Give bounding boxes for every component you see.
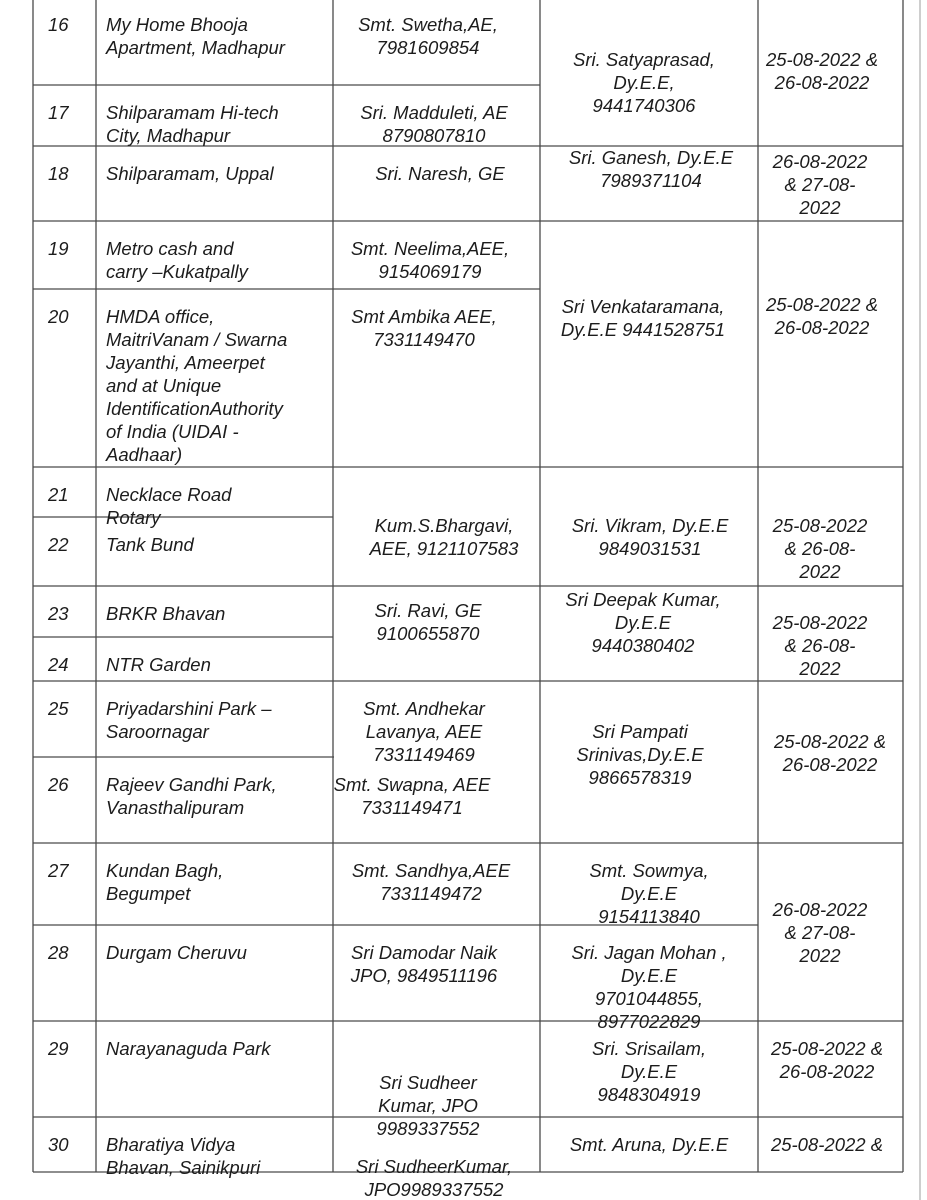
officer-contact xyxy=(351,306,497,350)
supervisor-contact xyxy=(570,1134,729,1155)
officer-contact-line: 7331149469 xyxy=(373,744,475,765)
supervisor-contact-line: 7989371104 xyxy=(600,170,702,191)
venue-name-line: IdentificationAuthority xyxy=(106,398,283,419)
officer-contact-line: AEE, 9121107583 xyxy=(369,538,519,559)
supervisor-contact-line: 9701044855, xyxy=(594,988,704,1009)
supervisor-contact-line: 9866578319 xyxy=(588,767,692,788)
officer-contact-line: 7331149472 xyxy=(380,883,482,904)
officer-contact xyxy=(360,102,508,146)
venue-name-line: and at Unique xyxy=(106,375,222,396)
row-number-line: 28 xyxy=(48,942,69,963)
row-number xyxy=(48,163,69,184)
event-dates xyxy=(773,731,886,775)
officer-contact-line: Smt. Andhekar xyxy=(363,698,485,719)
supervisor-contact-line: Sri. Satyaprasad, xyxy=(573,49,715,70)
row-number-line: 26 xyxy=(48,774,69,795)
venue-name-line: Vanasthalipuram xyxy=(106,797,245,818)
venue-name xyxy=(106,238,250,282)
officer-contact-line: Kumar, JPO xyxy=(378,1095,478,1116)
venue-name xyxy=(106,654,211,675)
row-number xyxy=(47,860,69,881)
supervisor-contact xyxy=(561,296,725,340)
venue-name xyxy=(105,14,286,58)
venue-name-line: of India (UIDAI - xyxy=(106,421,239,442)
officer-contact-line: 9154069179 xyxy=(378,261,482,282)
officer-contact-line: 8790807810 xyxy=(382,125,486,146)
event-dates-line: & 26-08- xyxy=(784,635,856,656)
row-number xyxy=(48,238,69,259)
officer-contact xyxy=(377,1072,481,1139)
officer-contact xyxy=(363,698,486,765)
event-dates-line: & 27-08- xyxy=(784,922,856,943)
event-dates-line: 25-08-2022 xyxy=(772,612,868,633)
supervisor-contact xyxy=(576,721,704,788)
event-dates-line: 26-08-2022 xyxy=(774,317,870,338)
venue-name-line: Rotary xyxy=(106,507,161,528)
officer-contact-line: 7981609854 xyxy=(376,37,480,58)
supervisor-contact-line: 9441740306 xyxy=(592,95,696,116)
row-number xyxy=(47,774,69,795)
officer-contact xyxy=(352,860,511,904)
venue-name xyxy=(106,102,279,146)
event-dates-line: 26-08-2022 xyxy=(782,754,878,775)
officer-contact-line: Lavanya, AEE xyxy=(365,721,483,742)
row-number xyxy=(48,1134,69,1155)
row-number-line: 27 xyxy=(48,860,69,881)
officer-contact-line: Sri Sudheer xyxy=(379,1072,477,1093)
row-number-line: 16 xyxy=(48,14,69,35)
officer-contact-line: JPO9989337552 xyxy=(364,1179,504,1200)
supervisor-contact-line: Sri. Vikram, Dy.E.E xyxy=(571,515,729,536)
supervisor-contact-line: 9848304919 xyxy=(597,1084,701,1105)
supervisor-contact-line: Sri Deepak Kumar, xyxy=(565,589,721,610)
supervisor-contact xyxy=(589,860,708,927)
row-number-line: 17 xyxy=(48,102,69,123)
venue-name-line: Apartment, Madhapur xyxy=(106,37,285,58)
venue-name-line: My Home Bhooja xyxy=(106,14,248,35)
venue-name-line: Priyadarshini Park – xyxy=(106,698,272,719)
event-dates xyxy=(770,1038,883,1082)
venue-name xyxy=(106,860,223,904)
officer-contact xyxy=(369,515,520,559)
venue-name xyxy=(106,163,274,184)
venue-name-line: Shilparamam Hi-tech xyxy=(106,102,279,123)
supervisor-contact-line: Dy.E.E 9441528751 xyxy=(560,319,726,340)
venue-name-line: BRKR Bhavan xyxy=(106,603,226,624)
officer-contact-line: 9100655870 xyxy=(376,623,480,644)
venue-name-line: Metro cash and xyxy=(106,238,234,259)
row-number xyxy=(47,484,69,505)
supervisor-contact-line: Dy.E.E xyxy=(620,883,678,904)
officer-contact-line: 7331149470 xyxy=(373,329,475,350)
supervisor-contact xyxy=(565,589,720,656)
venue-name-line: Necklace Road xyxy=(106,484,232,505)
event-dates-line: 2022 xyxy=(799,945,841,966)
event-dates-line: 25-08-2022 & xyxy=(770,1038,884,1059)
supervisor-contact-line: 9849031531 xyxy=(598,538,702,559)
event-dates xyxy=(765,294,878,338)
event-dates-line: 25-08-2022 & xyxy=(765,294,879,315)
supervisor-contact-line: Sri Venkataramana, xyxy=(561,296,725,317)
event-dates-line: 25-08-2022 & xyxy=(765,49,879,70)
event-dates-line: 25-08-2022 & xyxy=(770,1134,884,1155)
supervisor-contact xyxy=(571,942,726,1032)
event-dates xyxy=(772,515,868,582)
venue-name-line: NTR Garden xyxy=(106,654,211,675)
venue-name-line: MaitriVanam / Swarna xyxy=(106,329,288,350)
officer-contact xyxy=(350,942,499,986)
officer-contact-line: Smt. Swetha,AE, xyxy=(358,14,498,35)
event-dates-line: 2022 xyxy=(799,197,841,218)
venue-name-line: carry –Kukatpally xyxy=(106,261,248,282)
event-dates xyxy=(765,49,878,93)
supervisor-contact-line: Smt. Sowmya, xyxy=(589,860,709,881)
row-number-line: 18 xyxy=(48,163,69,184)
officer-contact-line: Kum.S.Bhargavi, xyxy=(374,515,514,536)
venue-name-line: Shilparamam, Uppal xyxy=(106,163,274,184)
row-number xyxy=(47,654,69,675)
venue-name xyxy=(106,1134,261,1178)
row-number xyxy=(47,698,69,719)
officer-contact xyxy=(375,163,505,184)
supervisor-contact-line: Dy.E.E xyxy=(620,1061,678,1082)
event-dates xyxy=(772,612,868,679)
officer-contact xyxy=(334,774,491,818)
venue-name-line: Jayanthi, Ameerpet xyxy=(106,352,265,373)
row-number xyxy=(48,14,69,35)
officer-contact-line: Smt. Sandhya,AEE xyxy=(351,860,511,881)
row-number-line: 29 xyxy=(48,1038,69,1059)
officer-contact-line: Sri Damodar Naik xyxy=(351,942,497,963)
row-number xyxy=(47,942,69,963)
event-dates xyxy=(770,1134,883,1155)
supervisor-contact-line: Dy.E.E, xyxy=(613,72,675,93)
row-number xyxy=(47,603,69,624)
supervisor-contact xyxy=(573,49,715,116)
event-dates xyxy=(772,151,868,218)
event-dates-line: 2022 xyxy=(799,561,841,582)
row-number-line: 21 xyxy=(48,484,69,505)
officer-contact xyxy=(375,600,483,644)
event-dates-line: 26-08-2022 xyxy=(779,1061,875,1082)
venue-name-line: Durgam Cheruvu xyxy=(106,942,247,963)
venue-name-line: Tank Bund xyxy=(106,534,194,555)
row-number-line: 22 xyxy=(48,534,69,555)
officer-contact-line: Smt Ambika AEE, xyxy=(351,306,497,327)
supervisor-contact-line: Smt. Aruna, Dy.E.E xyxy=(569,1134,729,1155)
event-dates-line: 26-08-2022 xyxy=(772,151,868,172)
venue-name-line: Kundan Bagh, xyxy=(106,860,224,881)
row-number-line: 23 xyxy=(48,603,69,624)
officer-contact-line: Sri. Naresh, GE xyxy=(375,163,505,184)
row-number xyxy=(47,306,69,327)
row-number xyxy=(47,534,69,555)
supervisor-contact xyxy=(569,147,734,191)
table-cells xyxy=(47,14,886,1200)
supervisor-contact-line: Sri. Ganesh, Dy.E.E xyxy=(568,147,734,168)
supervisor-contact xyxy=(572,515,729,559)
officer-contact-line: 9989337552 xyxy=(376,1118,480,1139)
supervisor-contact-line: Dy.E.E xyxy=(614,612,672,633)
event-dates-line: 25-08-2022 & xyxy=(773,731,887,752)
supervisor-contact-line: Dy.E.E xyxy=(620,965,678,986)
row-number xyxy=(47,1038,69,1059)
officer-contact-line: Smt. Neelima,AEE, xyxy=(350,238,510,259)
venue-name-line: Aadhaar) xyxy=(106,444,183,465)
event-dates-line: 26-08-2022 xyxy=(772,899,868,920)
supervisor-contact-line: Sri. Jagan Mohan , xyxy=(571,942,727,963)
venue-name xyxy=(106,774,277,818)
venue-name-line: Begumpet xyxy=(106,883,191,904)
venue-name xyxy=(106,484,232,528)
event-dates-line: & 26-08- xyxy=(784,538,856,559)
officer-contact xyxy=(356,1156,512,1200)
row-number-line: 19 xyxy=(48,238,69,259)
officer-contact-line: Smt. Swapna, AEE xyxy=(333,774,491,795)
supervisor-contact-line: 8977022829 xyxy=(597,1011,701,1032)
row-number-line: 25 xyxy=(48,698,69,719)
venue-name-line: Bhavan, Sainikpuri xyxy=(106,1157,261,1178)
supervisor-contact-line: 9440380402 xyxy=(591,635,695,656)
venue-name xyxy=(105,306,287,465)
supervisor-contact-line: 9154113840 xyxy=(598,906,700,927)
supervisor-contact-line: Sri. Srisailam, xyxy=(591,1038,707,1059)
officer-contact-line: Sri. Ravi, GE xyxy=(374,600,482,621)
supervisor-contact-line: Sri Pampati xyxy=(592,721,688,742)
row-number xyxy=(48,102,69,123)
event-dates-line: & 27-08- xyxy=(784,174,856,195)
venue-name xyxy=(106,603,225,624)
officer-contact xyxy=(351,238,509,282)
venue-name xyxy=(106,942,247,963)
officer-contact-line: Sri. Madduleti, AE xyxy=(360,102,508,123)
officer-contact-line: 7331149471 xyxy=(361,797,463,818)
venue-name-line: Bharatiya Vidya xyxy=(106,1134,236,1155)
event-dates-line: 25-08-2022 xyxy=(772,515,868,536)
supervisor-contact-line: Srinivas,Dy.E.E xyxy=(576,744,704,765)
row-number-line: 20 xyxy=(48,306,69,327)
venue-name xyxy=(106,698,272,742)
venue-name xyxy=(106,1038,272,1059)
row-number-line: 24 xyxy=(48,654,69,675)
event-dates-line: 26-08-2022 xyxy=(774,72,870,93)
row-number-line: 30 xyxy=(48,1134,69,1155)
event-dates xyxy=(772,899,868,966)
venue-name-line: City, Madhapur xyxy=(106,125,231,146)
supervisor-contact xyxy=(592,1038,706,1105)
venue-name-line: Saroornagar xyxy=(106,721,209,742)
venue-name-line: Rajeev Gandhi Park, xyxy=(106,774,277,795)
officer-contact xyxy=(358,14,498,58)
event-dates-line: 2022 xyxy=(799,658,841,679)
officer-contact-line: JPO, 9849511196 xyxy=(350,965,498,986)
venue-name xyxy=(106,534,194,555)
venue-name-line: HMDA office, xyxy=(106,306,215,327)
venue-name-line: Narayanaguda Park xyxy=(106,1038,271,1059)
officer-contact-line: Sri SudheerKumar, xyxy=(355,1156,513,1177)
